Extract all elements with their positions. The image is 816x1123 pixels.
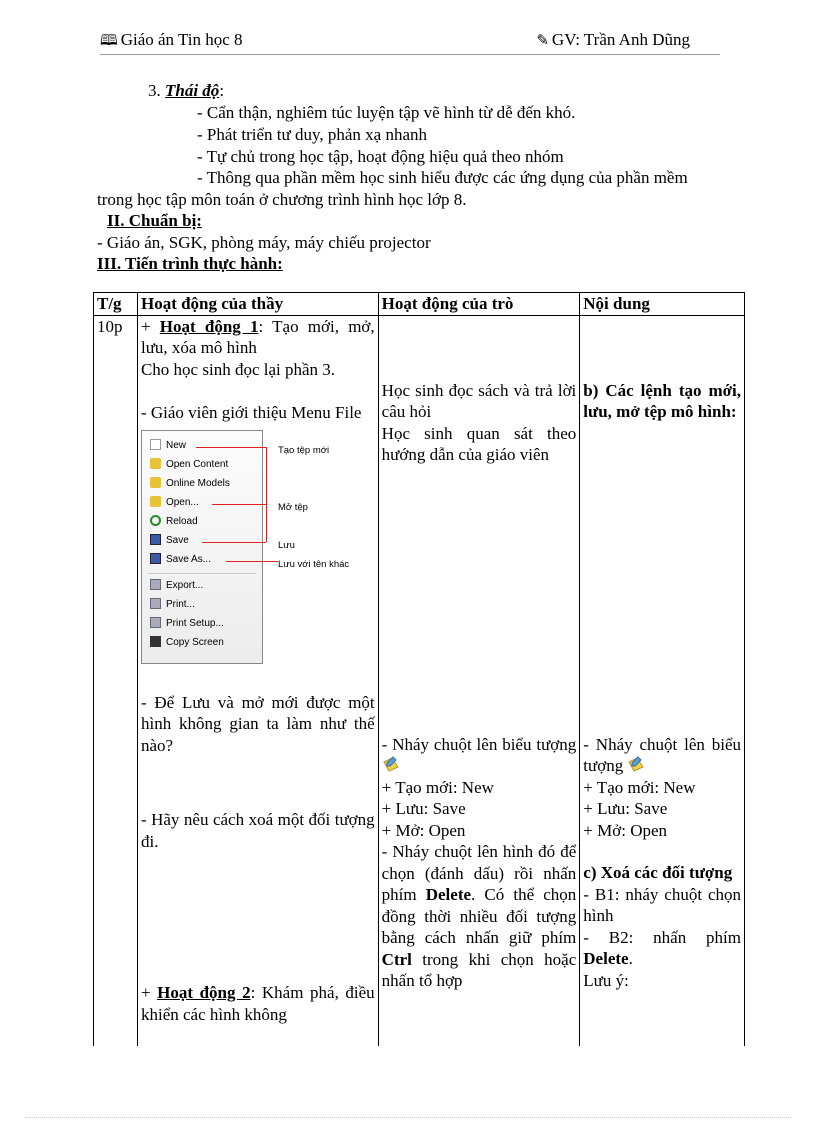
page-bottom-divider [25,1117,791,1118]
menu-separator [148,573,256,574]
student-answer-3: - Nháy chuột lên biểu tượng [382,734,577,777]
content-note: Lưu ý: [583,970,629,990]
student-answer-4: - Nháy chuột lên hình đó để chọn (đánh dấu) rồi nhấn phím Delete. Có thể chọn đồng thời nhiều đối tượng bằng cách nhấn giữ phím Ctrl trong khi chọn hoặc nhấn tổ hợp [381,842,577,990]
student-save: + Lưu: Save [381,799,466,818]
save-icon [150,534,161,545]
callout-line-open [212,504,266,505]
menu-item-copy-screen: Copy Screen [150,636,224,650]
content-step-1: - B1: nháy chuột chọn hình [583,884,741,925]
student-open: + Mở: Open [381,820,466,840]
teacher-cell [137,315,378,1046]
menu-item-save: Save [150,534,189,548]
section3-item-2: - Phát triển tư duy, phản xạ nhanh [197,125,428,144]
student-answer-1: Học sinh đọc sách và trả lời câu hỏi [381,380,577,421]
callout-open: Mở tệp [277,501,308,513]
content-b-answer: - Nháy chuột lên biểu tượng [583,734,741,775]
content-open: + Mở: Open [583,820,668,840]
student-new: + Tạo mới: New [381,777,494,797]
print-setup-icon [150,617,161,628]
header-content: Nội dung [580,293,745,316]
table-row [94,315,745,1046]
callout-line-new [196,447,266,448]
menu-item-print: Print... [150,598,195,612]
callout-new: Tạo tệp mới [277,444,330,456]
content-save: + Lưu: Save [583,799,668,818]
student-answer-2: Học sinh quan sát theo hướng dẫn của giáo viên [381,423,577,464]
section3-roman-title: III. Tiến trình thực hành: [97,254,283,273]
header-student: Hoạt động của trò [378,293,580,316]
teacher-question-1: - Để Lưu và mở mới được một hình không gian ta làm như thế nào? [140,692,375,755]
menu-item-open-content: Open Content [150,458,228,472]
section3-heading: 3. Thái độ: [148,81,225,100]
camera-icon [150,636,161,647]
header-time: T/g [94,293,138,316]
header-right: ✎ GV: Trần Anh Dũng [536,30,690,49]
teacher-line-2: Cho học sinh đọc lại phần 3. [140,359,336,379]
content-cell [580,315,745,1046]
section2-content: - Giáo án, SGK, phòng máy, máy chiếu projector [97,233,431,252]
time-cell: 10p [94,315,138,1046]
online-models-icon [150,477,161,488]
content-new: + Tạo mới: New [583,777,696,797]
callout-save-as: Lưu với tên khác [277,558,350,570]
save-as-icon [150,553,161,564]
section3-title: Thái độ [165,81,220,100]
section2-title: II. Chuẩn bị: [107,211,202,230]
open-book-icon: 🕮 [100,31,118,49]
callout-save: Lưu [277,539,295,551]
section3-item-1: - Cẩn thận, nghiêm túc luyện tập vẽ hình từ dễ đến khó. [197,103,576,122]
callout-line-save-as [226,561,278,562]
page-header [100,30,720,55]
file-menu-image [141,430,350,664]
print-icon [150,598,161,609]
menu-item-open: Open... [150,496,199,510]
teacher-question-2: - Hãy nêu cách xoá một đối tượng đi. [140,810,375,851]
lesson-table [93,292,745,1046]
section3-item-4-cont: trong học tập môn toán ở chương trình hình học lớp 8. [97,190,467,209]
callout-tick [266,447,267,542]
menu-item-online-models: Online Models [150,477,230,491]
menu-item-export: Export... [150,579,203,593]
activity-1-label: Hoạt động 1 [159,316,259,336]
menu-item-save-as: Save As... [150,553,211,567]
new-model-icon [382,755,400,773]
header-left: 🕮 Giáo án Tin học 8 [100,30,243,49]
new-file-icon [150,439,161,450]
callout-line-save [202,542,266,543]
content-b-title: b) Các lệnh tạo mới, lưu, mở tệp mô hình: [583,380,741,421]
new-model-icon [627,755,645,773]
export-icon [150,579,161,590]
pen-icon: ✎ [536,31,549,49]
table-header-row [94,293,745,316]
activity-2: + Hoạt động 2: Khám phá, điều khiển các hình không [140,983,375,1024]
open-content-icon [150,458,161,469]
menu-item-print-setup: Print Setup... [150,617,224,631]
content-c-title: c) Xoá các đối tượng [583,863,733,882]
menu-item-new: New [150,439,186,453]
reload-icon [150,515,161,526]
student-cell [378,315,580,1046]
menu-item-reload: Reload [150,515,198,529]
activity-2-label: Hoạt động 2 [157,983,251,1002]
section3-item-3: - Tự chủ trong học tập, hoạt động hiệu quả theo nhóm [197,147,564,166]
content-step-2: - B2: nhấn phím Delete. [583,927,741,968]
header-teacher: Hoạt động của thầy [137,293,378,316]
activity-1: + Hoạt động 1: Tạo mới, mở, lưu, xóa mô hình [140,316,375,357]
open-icon [150,496,161,507]
section3-item-4: - Thông qua phần mềm học sinh hiểu được các ứng dụng của phần mềm [197,168,688,187]
teacher-line-3: - Giáo viên giới thiệu Menu File [140,403,362,422]
